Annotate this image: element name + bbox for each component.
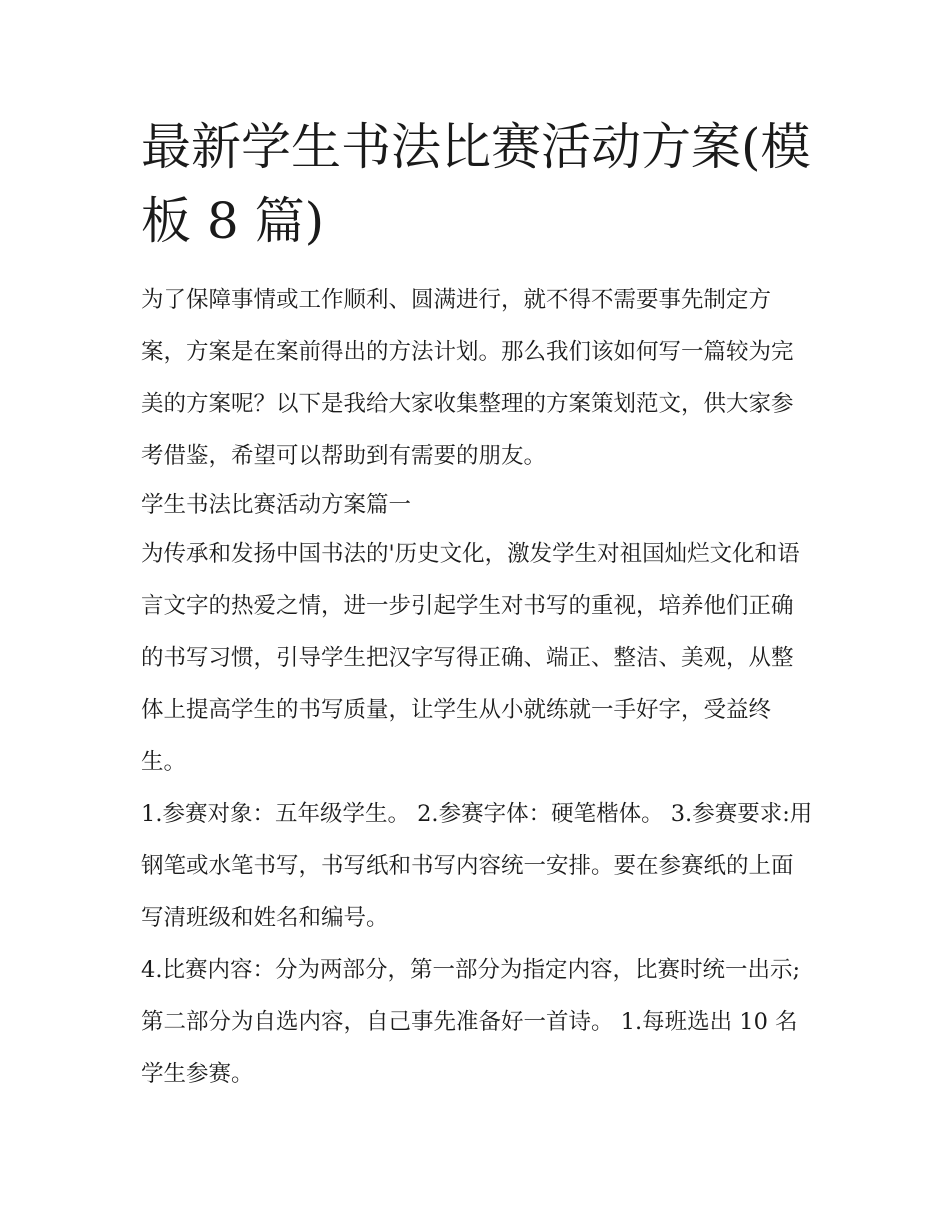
body-paragraph-rules: 1.参赛对象：五年级学生。 2.参赛字体：硬笔楷体。 3.参赛要求:用钢笔或水笔书写，书写纸和书写内容统一安排。要在参赛纸的上面写清班级和姓名和编号。 <box>141 801 813 931</box>
intro-paragraph: 为了保障事情或工作顺利、圆满进行，就不得不需要事先制定方案，方案是在案前得出的方法计划。那么我们该如何写一篇较为完美的方案呢？以下是我给大家收集整理的方案策划范文，供大家参考借鉴，希望可以帮助到有需要的朋友。 <box>141 287 794 469</box>
body-paragraph-purpose: 为传承和发扬中国书法的'历史文化，激发学生对祖国灿烂文化和语言文字的热爱之情，进一步引起学生对书写的重视，培养他们正确的书写习惯，引导学生把汉字写得正确、端正、整洁、美观，从整体上提高学生的书写质量，让学生从小就练就一手好字，受益终生。 <box>141 541 800 775</box>
body-paragraph-content: 4.比赛内容：分为两部分，第一部分为指定内容，比赛时统一出示;第二部分为自选内容，自己事先准备好一首诗。 1.每班选出 10 名学生参赛。 <box>141 957 801 1087</box>
section-heading: 学生书法比赛活动方案篇一 <box>141 492 412 518</box>
document-page <box>141 110 813 1100</box>
document-title: 最新学生书法比赛活动方案(模板 8 篇) <box>141 118 811 250</box>
